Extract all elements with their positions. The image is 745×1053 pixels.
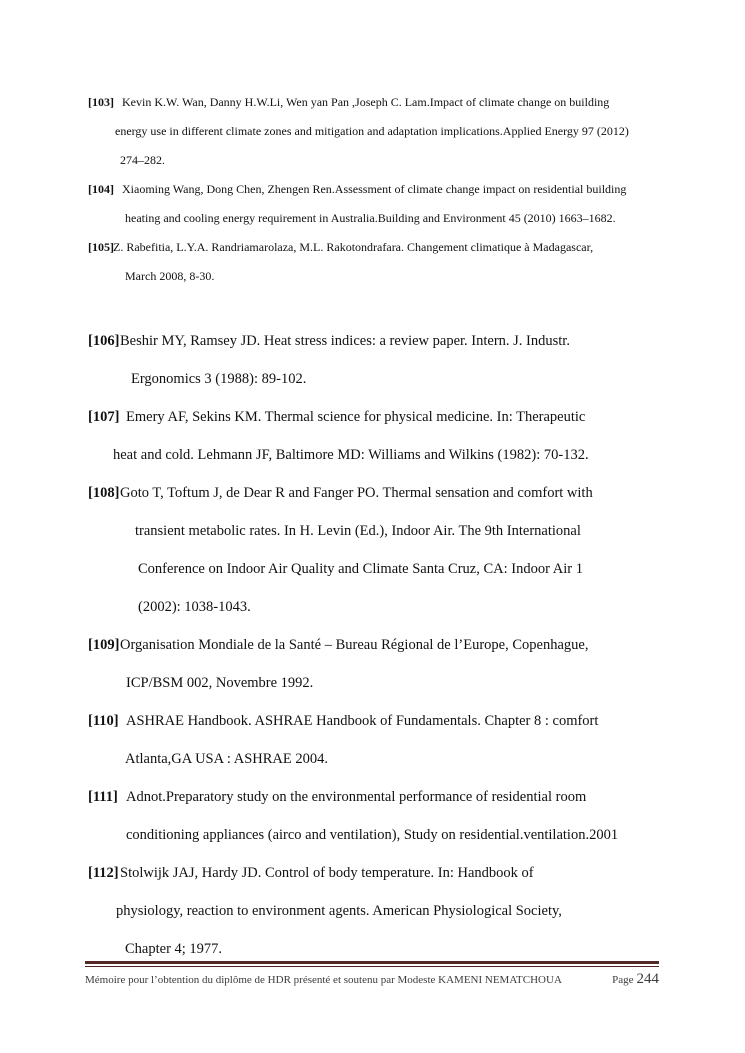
reference-line: 274–282. [120, 153, 165, 167]
references-content [88, 88, 663, 968]
reference-line: March 2008, 8-30. [125, 269, 215, 283]
reference-line: Conference on Indoor Air Quality and Climate Santa Cruz, CA: Indoor Air 1 [138, 561, 583, 577]
reference-line [88, 322, 663, 360]
reference-text: Z. Rabefitia, L.Y.A. Randriamarolaza, M.L. Rakotondrafara. Changement climatique à Madagascar, [113, 240, 594, 254]
reference-line: physiology, reaction to environment agents. American Physiological Society, [116, 903, 562, 919]
reference-item-106 [88, 322, 663, 398]
reference-line: ICP/BSM 002, Novembre 1992. [126, 675, 314, 691]
reference-line: energy use in different climate zones and mitigation and adaptation implications.Applied Energy 97 (2012) [115, 124, 629, 138]
reference-item-108 [88, 474, 663, 626]
reference-item-112 [88, 854, 663, 968]
reference-item-105 [88, 233, 663, 291]
reference-line [88, 702, 663, 740]
reference-number: [109] [88, 637, 120, 653]
reference-text: Adnot.Preparatory study on the environmental performance of residential room [126, 789, 587, 805]
reference-line [88, 474, 663, 512]
footer-divider [85, 961, 659, 967]
reference-line: heat and cold. Lehmann JF, Baltimore MD: Williams and Wilkins (1982): 70-132. [113, 447, 589, 463]
reference-text: ASHRAE Handbook. ASHRAE Handbook of Fundamentals. Chapter 8 : comfort [126, 713, 599, 729]
reference-text: Emery AF, Sekins KM. Thermal science for physical medicine. In: Therapeutic [126, 409, 586, 425]
reference-number: [104] [88, 182, 114, 196]
reference-number: [111] [88, 789, 118, 805]
reference-item-110 [88, 702, 663, 778]
reference-text: Xiaoming Wang, Dong Chen, Zhengen Ren.Assessment of climate change impact on residential building [122, 182, 627, 196]
reference-item-107 [88, 398, 663, 474]
reference-line: transient metabolic rates. In H. Levin (Ed.), Indoor Air. The 9th International [135, 523, 581, 539]
footer-memoire-text: Mémoire pour l’obtention du diplôme de HDR présenté et soutenu par Modeste KAMENI NEMATCHOUA [85, 974, 562, 986]
reference-item-111 [88, 778, 663, 854]
reference-item-104 [88, 175, 663, 233]
reference-line [88, 626, 663, 664]
reference-text: Stolwijk JAJ, Hardy JD. Control of body temperature. In: Handbook of [120, 865, 534, 881]
reference-line: Ergonomics 3 (1988): 89-102. [131, 371, 307, 387]
references-section-large [88, 322, 663, 968]
reference-line [88, 233, 663, 262]
page-footer [85, 961, 659, 988]
reference-number: [105] [88, 240, 114, 254]
footer-page-number: 244 [636, 971, 659, 987]
reference-number: [110] [88, 713, 119, 729]
reference-line: (2002): 1038-1043. [138, 599, 251, 615]
reference-number: [103] [88, 95, 114, 109]
reference-text: Organisation Mondiale de la Santé – Bureau Régional de l’Europe, Copenhague, [120, 637, 589, 653]
reference-line [88, 854, 663, 892]
reference-line: heating and cooling energy requirement in Australia.Building and Environment 45 (2010) 1663–1682. [125, 211, 616, 225]
reference-line [88, 175, 663, 204]
reference-text: Beshir MY, Ramsey JD. Heat stress indices: a review paper. Intern. J. Industr. [120, 333, 570, 349]
reference-number: [108] [88, 485, 120, 501]
reference-number: [106] [88, 333, 120, 349]
reference-line [88, 778, 663, 816]
footer-page-indicator [612, 971, 659, 988]
reference-item-103 [88, 88, 663, 175]
reference-text: Kevin K.W. Wan, Danny H.W.Li, Wen yan Pan ,Joseph C. Lam.Impact of climate change on building [122, 95, 610, 109]
reference-item-109 [88, 626, 663, 702]
reference-line: Atlanta,GA USA : ASHRAE 2004. [125, 751, 329, 767]
reference-line [88, 88, 663, 117]
reference-number: [112] [88, 865, 119, 881]
reference-line: conditioning appliances (airco and ventilation), Study on residential.ventilation.2001 [126, 827, 619, 843]
reference-number: [107] [88, 409, 120, 425]
footer-page-label: Page [612, 974, 634, 986]
reference-line [88, 398, 663, 436]
references-section-small [88, 88, 663, 291]
footer-text-row [85, 971, 659, 988]
reference-line: Chapter 4; 1977. [125, 941, 223, 957]
reference-text: Goto T, Toftum J, de Dear R and Fanger PO. Thermal sensation and comfort with [120, 485, 593, 501]
